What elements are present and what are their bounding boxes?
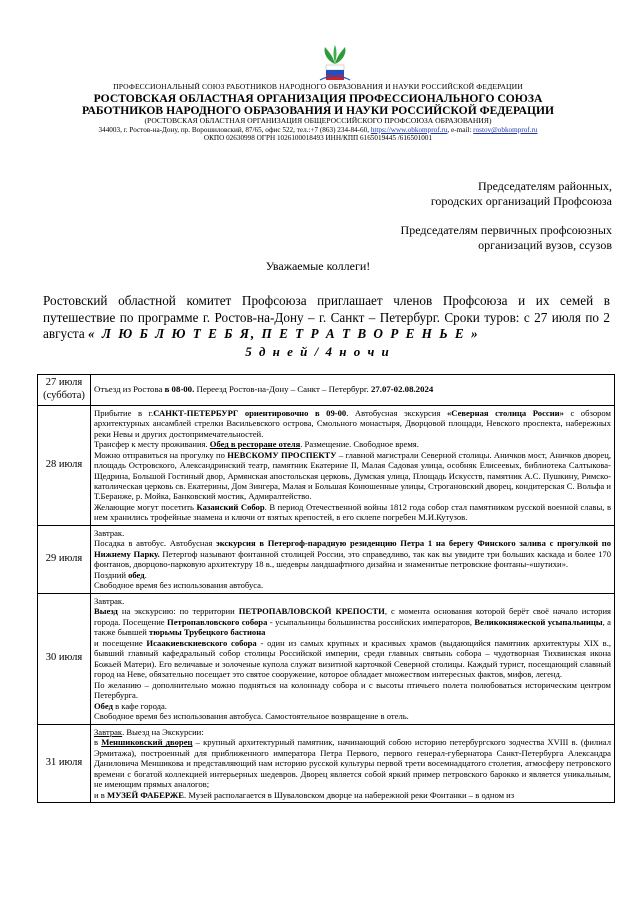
- intro-text: Ростовский областной комитет Профсоюза приглашает членов Профсоюза и их семей в путешествие по программе г. Ростов-на-Дону – г. Санкт – Петербург. Сроки туров: с 27 июля по 2 августа: [43, 293, 610, 341]
- paragraph: [94, 638, 611, 680]
- text-span: с обзором архитектурных ансамблей стрелки Васильевского острова, Смольного монастыря, Дворцовой площади, Невского проспекта, набережных реки Невы и других достопримечательностей.: [94, 407, 611, 439]
- recipient-2-line-1: Председателям первичных профсоюзных: [400, 223, 612, 237]
- text-span: Петергоф называют фонтанной столицей России, это справедливо, так как вы увидите три больших каскада и более 170 фонтанов, дворцово-парковую архитектуру 18 в., шедевры ландшафтного дизайна и знаменитые петровские фонтаны-«шутихи».: [94, 548, 611, 570]
- paragraph: [94, 439, 611, 449]
- day-description: [91, 405, 615, 525]
- header-contacts: [40, 126, 596, 134]
- paragraph: [94, 606, 611, 637]
- bold-span: ПЕТРОПАВЛОВСКОЙ КРЕПОСТИ: [238, 606, 385, 617]
- text-span: в: [94, 737, 102, 748]
- text-span: . Автобусная экскурсия: [346, 407, 447, 418]
- header-line-union: ПРОФЕССИОНАЛЬНЫЙ СОЮЗ РАБОТНИКОВ НАРОДНОГО ОБРАЗОВАНИЯ И НАУКИ РОССИЙСКОЙ ФЕДЕРАЦИИ: [113, 82, 523, 91]
- bold-span: экскурсия в Петергоф-парадную резиденцию Петра 1 на берегу Финского залива с прогулкой по Нижнему Парку.: [94, 538, 612, 559]
- bold-span: САНКТ-ПЕТЕРБУРГ ориентировочно в 09-00: [153, 407, 347, 418]
- header-line-org-2: РАБОТНИКОВ НАРОДНОГО ОБРАЗОВАНИЯ И НАУКИ РОССИЙСКОЙ ФЕДЕРАЦИИ: [81, 104, 555, 118]
- bold-span: Выезд: [94, 606, 118, 617]
- bold-span: Казанский Собор: [196, 501, 265, 512]
- bold-span: обед: [128, 569, 145, 580]
- paragraph: Свободное время без использования автобуса. Самостоятельное возвращение в отель.: [94, 711, 409, 722]
- paragraph: [94, 538, 611, 569]
- table-row: [38, 525, 615, 593]
- day-cell: 29 июля: [38, 525, 91, 593]
- text-span: в кафе города.: [112, 700, 167, 711]
- text-span: , а также бывшей: [94, 616, 611, 638]
- intro-paragraph: [43, 293, 610, 343]
- paragraph: [94, 790, 611, 800]
- bold-span: Петропавловского собора: [167, 616, 268, 627]
- paragraph: [94, 701, 611, 711]
- greeting: Уважаемые коллеги!: [265, 259, 371, 273]
- recipient-2-line-2: организаций вузов, ссузов: [478, 238, 612, 252]
- bold-span: тюрьмы Трубецкого бастиона: [149, 627, 266, 638]
- paragraph: [94, 450, 611, 502]
- table-row: [38, 375, 615, 406]
- day-cell: 31 июля: [38, 724, 91, 802]
- header-email-label: , e-mail:: [447, 125, 474, 134]
- bold-span: НЕВСКОМУ ПРОСПЕКТУ: [227, 449, 337, 460]
- recipient-block-2: [401, 223, 612, 253]
- header-codes: ОКПО 02630998 ОГРН 1026100018493 ИНН/КПП 6165019445 /616501001: [203, 134, 433, 143]
- paragraph: [94, 570, 611, 580]
- day-cell: 28 июля: [38, 405, 91, 525]
- bold-span: Исаакиевскиевского собора: [146, 637, 257, 648]
- text-span: Поздний: [94, 569, 129, 580]
- day-description: [91, 525, 615, 593]
- header-line-org-short: (РОСТОВСКАЯ ОБЛАСТНАЯ ОРГАНИЗАЦИЯ ОБЩЕРОССИЙСКОГО ПРОФСОЮЗА ОБРАЗОВАНИЯ): [144, 116, 492, 126]
- bold-span: МУЗЕЙ ФАБЕРЖЕ: [106, 789, 185, 800]
- text-span: Прибытие в г.: [94, 407, 154, 418]
- text-span: Можно отправиться на прогулку по: [94, 449, 228, 460]
- text-span: Трансфер к месту проживания.: [94, 439, 210, 450]
- day-description: [91, 375, 615, 406]
- table-row: [38, 405, 615, 525]
- text-span: . В период Отечественной войны 1812 года собор стал памятником русской военной славы, в нем хранились трофейные знамена и ключи от взятых крепостей, в его склепе погребен М.И.Кутузов.: [94, 501, 611, 523]
- tour-duration: 5 д н е й / 4 н о ч и: [245, 344, 391, 359]
- text-span: Завтрак: [94, 726, 123, 737]
- paragraph: Завтрак.: [94, 527, 125, 538]
- paragraph: [94, 408, 611, 439]
- day-cell: 30 июля: [38, 593, 91, 724]
- text-span: и посещение: [94, 637, 147, 648]
- bold-span: Обед: [94, 700, 113, 711]
- text-span: – крупный архитектурный памятник, начинающий собою историю петербургского зодчества XVIII в. (филиал Эрмитажа), построенный для приближенного императора Петра Первого, первого генерал-губернатора Санкт-Петербурга Александра Даниловича Меншикова и представляющий нам историю русской культуры первой трети восемнадцатого столетия, атмосферу петровского времени с богатой коллекцией интерьерных шедевров. Дворец является собой яркий пример петровского барокко и является уникальным, не имеющим прямых аналогов;: [94, 737, 611, 790]
- day-description: [91, 724, 615, 802]
- bold-span: Меншиковский дворец: [101, 737, 193, 748]
- recipient-1-line-1: Председателям районных,: [477, 179, 612, 193]
- text-span: - один из самых крупных и красивых храмов (выдающийся памятник архитектуры XIX в., бывший главный кафедральный собор столицы Российской империи, среди главных святынь собора – чудотворная Тихвинская икона Божьей Матери). Его величавые и золоченые купола служат визитной карточкой Северной столицы. Каждый турист, посещающий славный город на Неве, обязательно посещает это святое сооружение, которое обладает множеством интересных фактов, мифов, легенд.: [94, 637, 611, 680]
- paragraph: Свободное время без использования автобуса.: [94, 580, 264, 591]
- day-cell: 27 июля (суббота): [38, 375, 91, 406]
- bold-span: Обед в ресторане отеля: [209, 439, 301, 450]
- text-span: и в: [94, 789, 107, 800]
- recipient-block-1: [431, 179, 612, 209]
- text-span: на экскурсию: по территории: [117, 606, 239, 617]
- header-line-org-1: РОСТОВСКАЯ ОБЛАСТНАЯ ОРГАНИЗАЦИЯ ПРОФЕССИОНАЛЬНОГО СОЮЗА: [93, 91, 543, 105]
- table-row: [38, 724, 615, 802]
- paragraph: [94, 502, 611, 523]
- paragraph: [94, 727, 611, 737]
- text-span: Переезд Ростов-на-Дону – Санкт – Петербург.: [194, 384, 371, 395]
- recipient-1-line-2: городских организаций Профсоюза: [430, 194, 612, 208]
- text-span: , с момента основания которой берёт своё начало история города. Посещение: [94, 606, 611, 627]
- trade-union-logo-icon: [314, 42, 356, 84]
- bold-span: «Северная столица России»: [446, 407, 564, 418]
- text-span: Отъезд из Ростова: [94, 384, 165, 395]
- header-address: 344003, г. Ростов-на-Дону, пр. Ворошиловский, 87/65, офис 522, тел.:+7 (863) 234-84-60,: [98, 125, 371, 134]
- text-span: - усыпальницы большинства российских императоров,: [267, 616, 475, 627]
- paragraph: По желанию – дополнительно можно подняться на колоннаду собора и с высоты птичьего полета полюбоваться историческим центром Петербурга.: [94, 679, 611, 701]
- text-span: Посадка в автобус. Автобусная: [94, 538, 217, 549]
- text-span: – главной магистрали Северной столицы. Аничков мост, Аничков дворец, площадь Островского, Александринский театр, памятник Екатерине II, Малая Садовая улица, особняк Елисеевых, библиотека Салтыкова-Щедрина, Большой Гостиный двор, Армянская апостольская церковь, Думская улица, Площадь Искусств, памятник А.С. Пушкину, Римско-католическая церковь св. Екатерины, Дом Зингера, Малая и Большая Конюшенные улицы, Строгановский дворец, кондитерская С. Вольфа и Т.Беранже, р. Мойка, Банковский мостик, Адмиралтейство.: [94, 449, 611, 502]
- bold-span: в 08-00.: [164, 384, 195, 395]
- bold-span: 27.07-02.08.2024: [370, 384, 434, 395]
- table-row: [38, 593, 615, 724]
- paragraph: Завтрак.: [94, 595, 125, 606]
- day-description: [91, 593, 615, 724]
- header-email-link[interactable]: rostov@obkomprof.ru: [473, 125, 538, 134]
- paragraph: [94, 737, 611, 789]
- text-span: Желающие могут посетить: [94, 501, 197, 512]
- text-span: . Музей располагается в Шуваловском дворце на набережной реки Фонтанки – в одном из: [184, 789, 515, 800]
- tour-title: « Л Ю Б Л Ю Т Е Б Я, П Е Т Р А Т В О Р Е Н Ь Е »: [88, 326, 480, 341]
- text-span: .: [144, 569, 147, 580]
- bold-span: Великокняжеской усыпальницы: [474, 616, 603, 627]
- header-site-link[interactable]: https://www.obkomprof.ru: [370, 125, 448, 134]
- text-span: . Размещение. Свободное время.: [300, 439, 419, 450]
- text-span: . Выезд на Экскурсии:: [122, 726, 204, 737]
- letterhead: [40, 83, 596, 142]
- itinerary-table: [37, 374, 615, 803]
